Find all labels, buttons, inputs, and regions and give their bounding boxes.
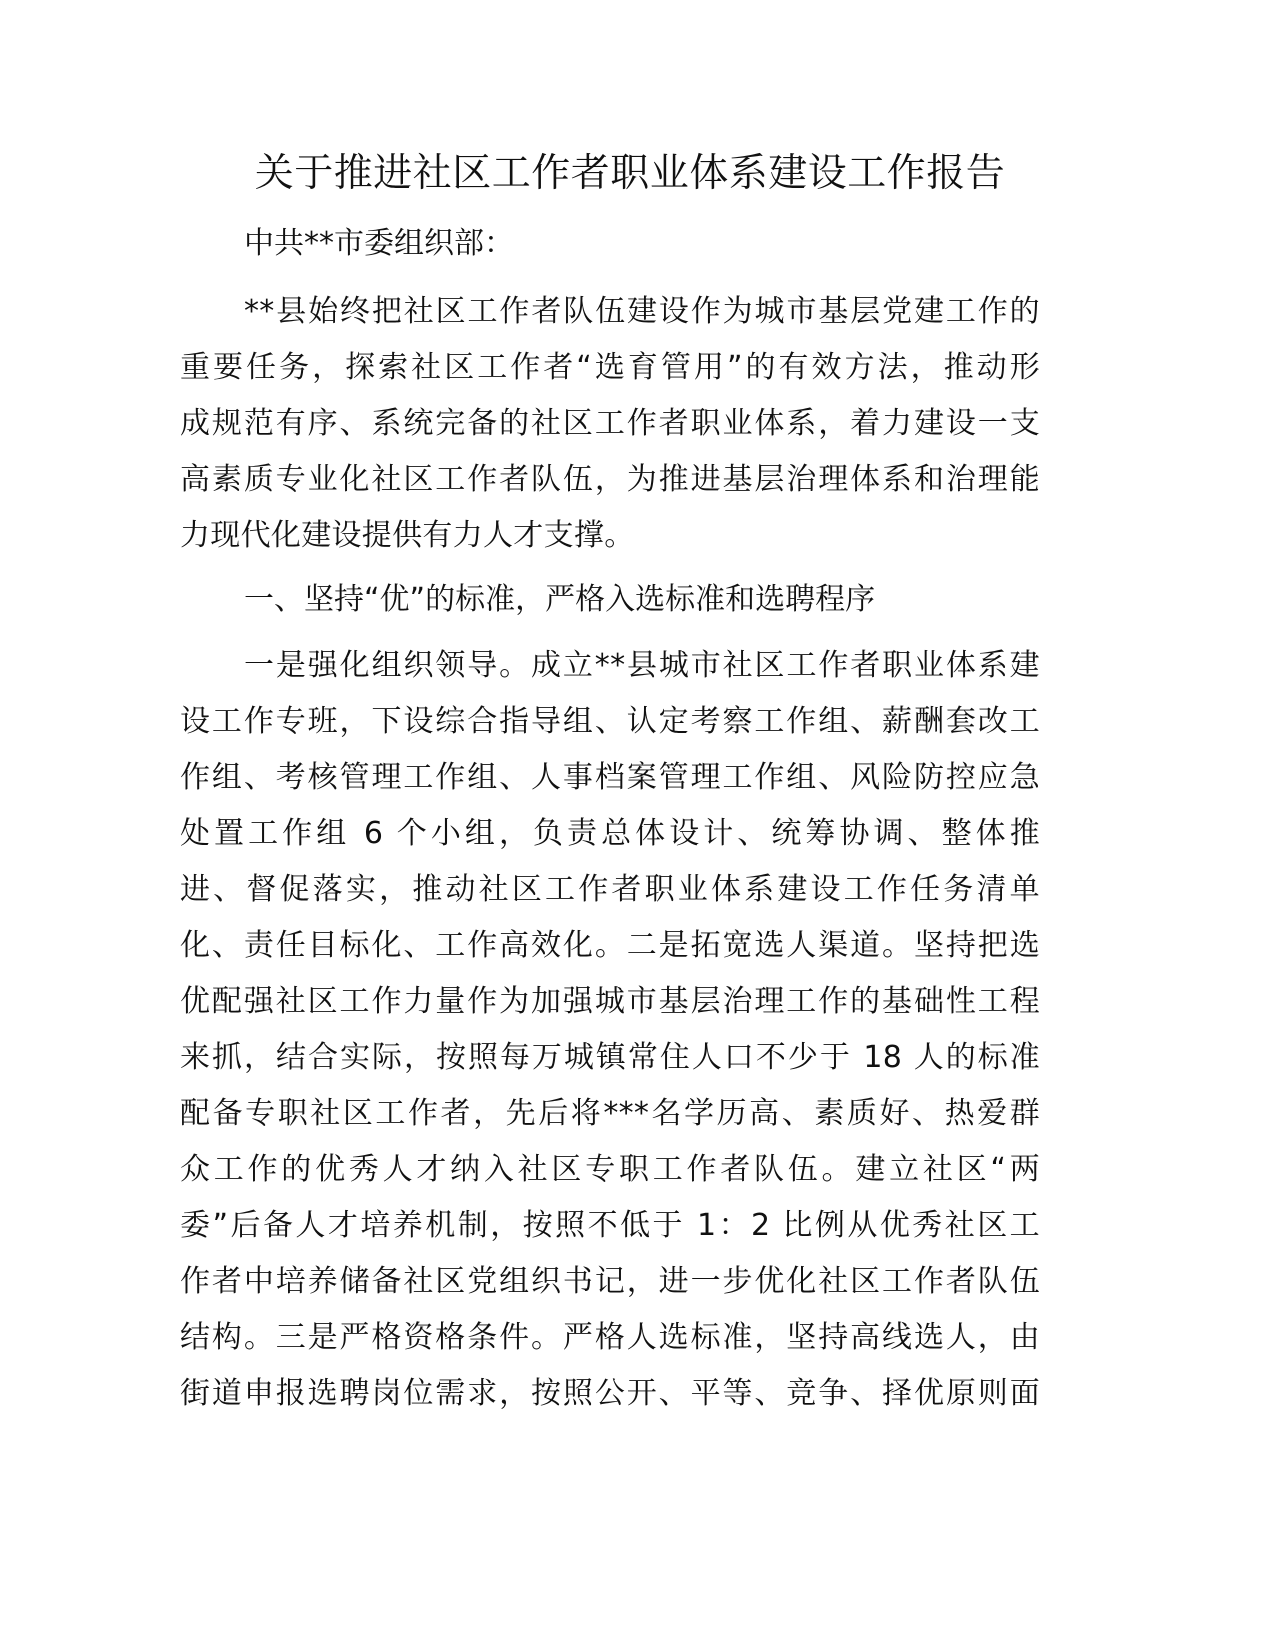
paragraph-line: 委”后备人才培养机制，按照不低于 1：2 比例从优秀社区工 [180, 1208, 1040, 1243]
salutation: 中共**市委组织部： [244, 226, 514, 261]
paragraph-line: 众工作的优秀人才纳入社区专职工作者队伍。建立社区“两 [180, 1152, 1040, 1187]
body-paragraph [180, 646, 1040, 1430]
paragraph-line: 作者中培养储备社区党组织书记，进一步优化社区工作者队伍 [180, 1264, 1040, 1299]
paragraph-line: 成规范有序、系统完备的社区工作者职业体系，着力建设一支 [180, 406, 1040, 441]
intro-paragraph [180, 292, 1040, 572]
paragraph-line: 高素质专业化社区工作者队伍，为推进基层治理体系和治理能 [180, 462, 1040, 497]
paragraph-line: 配备专职社区工作者，先后将***名学历高、素质好、热爱群 [180, 1096, 1040, 1131]
paragraph-line: 力现代化建设提供有力人才支撑。 [180, 518, 635, 553]
paragraph-line: 化、责任目标化、工作高效化。二是拓宽选人渠道。坚持把选 [180, 928, 1040, 963]
paragraph-line: 优配强社区工作力量作为加强城市基层治理工作的基础性工程 [180, 984, 1040, 1019]
section-heading: 一、坚持“优”的标准，严格入选标准和选聘程序 [244, 582, 876, 617]
paragraph-line: 街道申报选聘岗位需求，按照公开、平等、竞争、择优原则面 [180, 1376, 1040, 1411]
document-title: 关于推进社区工作者职业体系建设工作报告 [254, 151, 1006, 196]
paragraph-line: 作组、考核管理工作组、人事档案管理工作组、风险防控应急 [180, 760, 1040, 795]
paragraph-line: 来抓，结合实际，按照每万城镇常住人口不少于 18 人的标准 [180, 1040, 1040, 1075]
paragraph-line: 处置工作组 6 个小组，负责总体设计、统筹协调、整体推 [180, 816, 1040, 851]
paragraph-line: 结构。三是严格资格条件。严格人选标准，坚持高线选人，由 [180, 1320, 1040, 1355]
paragraph-line: 重要任务，探索社区工作者“选育管用”的有效方法，推动形 [180, 350, 1040, 385]
paragraph-line: 设工作专班，下设综合指导组、认定考察工作组、薪酬套改工 [180, 704, 1040, 739]
paragraph-line: **县始终把社区工作者队伍建设作为城市基层党建工作的 [244, 294, 1040, 329]
paragraph-line: 进、督促落实，推动社区工作者职业体系建设工作任务清单 [180, 872, 1040, 907]
paragraph-line: 一是强化组织领导。成立**县城市社区工作者职业体系建 [244, 648, 1040, 683]
